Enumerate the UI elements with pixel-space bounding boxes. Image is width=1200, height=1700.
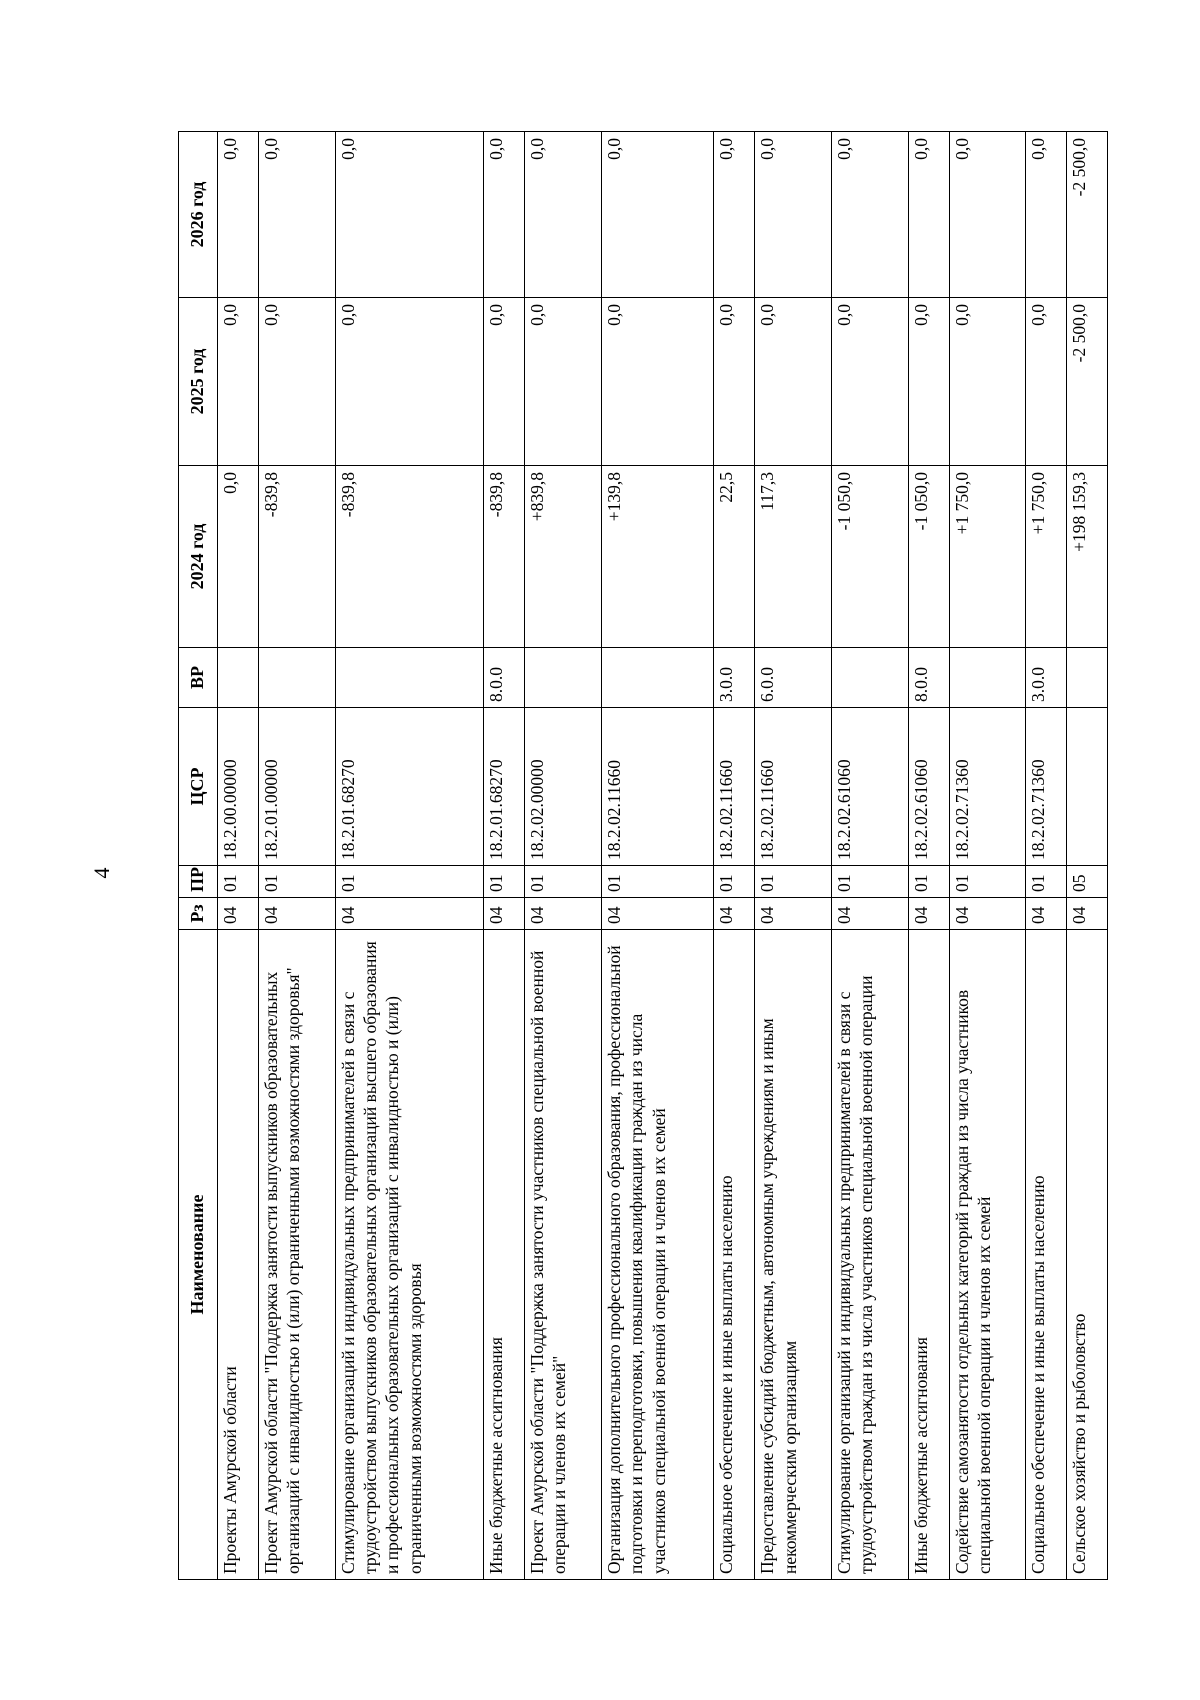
- header-name: Наименование: [179, 930, 218, 1580]
- cell-name: Сельское хозяйство и рыболовство: [1067, 930, 1108, 1580]
- cell-2026: 0,0: [714, 132, 755, 298]
- cell-vr: [949, 648, 1026, 708]
- cell-csr: [1067, 708, 1108, 866]
- cell-name: Содействие самозанятости отдельных категорий граждан из числа участников специальной военной операции и членов их семей: [949, 930, 1026, 1580]
- cell-csr: 18.2.02.00000: [525, 708, 602, 866]
- page-number: 4: [89, 867, 114, 879]
- cell-vr: [258, 648, 335, 708]
- cell-rz: 04: [335, 898, 484, 930]
- cell-csr: 18.2.02.11660: [601, 708, 714, 866]
- cell-2024: +198 159,3: [1067, 466, 1108, 648]
- table-header-row: [179, 132, 218, 1580]
- cell-csr: 18.2.01.00000: [258, 708, 335, 866]
- cell-name: Проект Амурской области "Поддержка занятости выпускников образовательных организаций с инвалидностью и (или) ограниченными возможностями здоровья": [258, 930, 335, 1580]
- cell-2025: 0,0: [1026, 298, 1067, 466]
- cell-2024: -1 050,0: [908, 466, 949, 648]
- header-2026: 2026 год: [179, 132, 218, 298]
- cell-2024: -1 050,0: [832, 466, 909, 648]
- cell-2026: 0,0: [601, 132, 714, 298]
- cell-2026: 0,0: [335, 132, 484, 298]
- cell-2024: 22,5: [714, 466, 755, 648]
- cell-rz: 04: [1026, 898, 1067, 930]
- table-row: [601, 132, 714, 1580]
- table-body: [218, 132, 1108, 1580]
- cell-name: Организация дополнительного профессионального образования, профессиональной подготовки и переподготовки, повышения квалификации граждан из числа участников специальной военной операции и членов их семей: [601, 930, 714, 1580]
- cell-csr: 18.2.01.68270: [484, 708, 525, 866]
- cell-rz: 04: [908, 898, 949, 930]
- cell-2024: +139,8: [601, 466, 714, 648]
- cell-pr: 01: [1026, 866, 1067, 898]
- cell-pr: 01: [258, 866, 335, 898]
- cell-2025: 0,0: [908, 298, 949, 466]
- cell-csr: 18.2.02.61060: [832, 708, 909, 866]
- table-row: [755, 132, 832, 1580]
- cell-rz: 04: [1067, 898, 1108, 930]
- cell-2024: 0,0: [218, 466, 259, 648]
- cell-2025: 0,0: [218, 298, 259, 466]
- cell-2024: +1 750,0: [1026, 466, 1067, 648]
- cell-name: Иные бюджетные ассигнования: [484, 930, 525, 1580]
- cell-pr: 01: [714, 866, 755, 898]
- cell-2026: 0,0: [484, 132, 525, 298]
- cell-name: Иные бюджетные ассигнования: [908, 930, 949, 1580]
- cell-name: Стимулирование организаций и индивидуальных предпринимателей в связи с трудоустройством граждан из числа участников специальной военной операции: [832, 930, 909, 1580]
- cell-pr: 01: [525, 866, 602, 898]
- cell-2025: 0,0: [525, 298, 602, 466]
- cell-csr: 18.2.02.11660: [714, 708, 755, 866]
- table-row: [258, 132, 335, 1580]
- cell-vr: [1067, 648, 1108, 708]
- table-row: [908, 132, 949, 1580]
- cell-csr: 18.2.00.00000: [218, 708, 259, 866]
- cell-csr: 18.2.02.11660: [755, 708, 832, 866]
- cell-2025: 0,0: [949, 298, 1026, 466]
- cell-pr: 01: [832, 866, 909, 898]
- cell-vr: 8.0.0: [908, 648, 949, 708]
- table-row: [832, 132, 909, 1580]
- cell-2026: 0,0: [908, 132, 949, 298]
- cell-csr: 18.2.02.71360: [1026, 708, 1067, 866]
- cell-vr: 3.0.0: [714, 648, 755, 708]
- cell-vr: [218, 648, 259, 708]
- table-row: [335, 132, 484, 1580]
- cell-csr: 18.2.02.61060: [908, 708, 949, 866]
- table-row: [1067, 132, 1108, 1580]
- cell-2026: 0,0: [218, 132, 259, 298]
- header-rz: Рз: [179, 898, 218, 930]
- cell-2026: 0,0: [1026, 132, 1067, 298]
- cell-name: Проекты Амурской области: [218, 930, 259, 1580]
- cell-vr: [335, 648, 484, 708]
- cell-2025: 0,0: [714, 298, 755, 466]
- cell-2024: -839,8: [484, 466, 525, 648]
- cell-rz: 04: [755, 898, 832, 930]
- budget-table: [178, 131, 1108, 1580]
- cell-name: Социальное обеспечение и иные выплаты населению: [714, 930, 755, 1580]
- cell-csr: 18.2.01.68270: [335, 708, 484, 866]
- cell-vr: 6.0.0: [755, 648, 832, 708]
- header-pr: ПР: [179, 866, 218, 898]
- table-row: [714, 132, 755, 1580]
- cell-2024: +1 750,0: [949, 466, 1026, 648]
- cell-rz: 04: [218, 898, 259, 930]
- cell-2025: 0,0: [484, 298, 525, 466]
- cell-pr: 01: [484, 866, 525, 898]
- table-row: [949, 132, 1026, 1580]
- cell-2025: 0,0: [755, 298, 832, 466]
- cell-2025: 0,0: [335, 298, 484, 466]
- cell-pr: 01: [335, 866, 484, 898]
- table-row: [484, 132, 525, 1580]
- cell-rz: 04: [601, 898, 714, 930]
- table-row: [525, 132, 602, 1580]
- cell-vr: [525, 648, 602, 708]
- cell-pr: 01: [601, 866, 714, 898]
- cell-vr: 3.0.0: [1026, 648, 1067, 708]
- cell-2024: -839,8: [258, 466, 335, 648]
- cell-rz: 04: [949, 898, 1026, 930]
- cell-rz: 04: [714, 898, 755, 930]
- cell-2026: 0,0: [755, 132, 832, 298]
- cell-2024: 117,3: [755, 466, 832, 648]
- cell-csr: 18.2.02.71360: [949, 708, 1026, 866]
- cell-pr: 05: [1067, 866, 1108, 898]
- cell-2025: 0,0: [601, 298, 714, 466]
- table-row: [1026, 132, 1067, 1580]
- cell-2026: 0,0: [258, 132, 335, 298]
- cell-2026: 0,0: [832, 132, 909, 298]
- header-vr: ВР: [179, 648, 218, 708]
- cell-name: Предоставление субсидий бюджетным, автономным учреждениям и иным некоммерческим организациям: [755, 930, 832, 1580]
- cell-2025: -2 500,0: [1067, 298, 1108, 466]
- cell-2025: 0,0: [258, 298, 335, 466]
- header-2025: 2025 год: [179, 298, 218, 466]
- cell-pr: 01: [218, 866, 259, 898]
- cell-vr: [832, 648, 909, 708]
- cell-pr: 01: [755, 866, 832, 898]
- cell-2026: 0,0: [949, 132, 1026, 298]
- cell-pr: 01: [908, 866, 949, 898]
- table-row: [218, 132, 259, 1580]
- cell-name: Проект Амурской области "Поддержка занятости участников специальной военной операции и членов их семей": [525, 930, 602, 1580]
- cell-2024: -839,8: [335, 466, 484, 648]
- header-2024: 2024 год: [179, 466, 218, 648]
- cell-2025: 0,0: [832, 298, 909, 466]
- cell-rz: 04: [484, 898, 525, 930]
- cell-rz: 04: [258, 898, 335, 930]
- cell-rz: 04: [525, 898, 602, 930]
- cell-vr: [601, 648, 714, 708]
- cell-name: Социальное обеспечение и иные выплаты населению: [1026, 930, 1067, 1580]
- cell-rz: 04: [832, 898, 909, 930]
- rotated-table-container: [178, 132, 1108, 1580]
- cell-2026: -2 500,0: [1067, 132, 1108, 298]
- cell-2024: +839,8: [525, 466, 602, 648]
- cell-vr: 8.0.0: [484, 648, 525, 708]
- header-csr: ЦСР: [179, 708, 218, 866]
- cell-name: Стимулирование организаций и индивидуальных предпринимателей в связи с трудоустройством выпускников образовательных организаций высшего образования и профессиональных образовательных организаций с инвалидностью и (или) ограниченными возможностями здоровья: [335, 930, 484, 1580]
- cell-2026: 0,0: [525, 132, 602, 298]
- cell-pr: 01: [949, 866, 1026, 898]
